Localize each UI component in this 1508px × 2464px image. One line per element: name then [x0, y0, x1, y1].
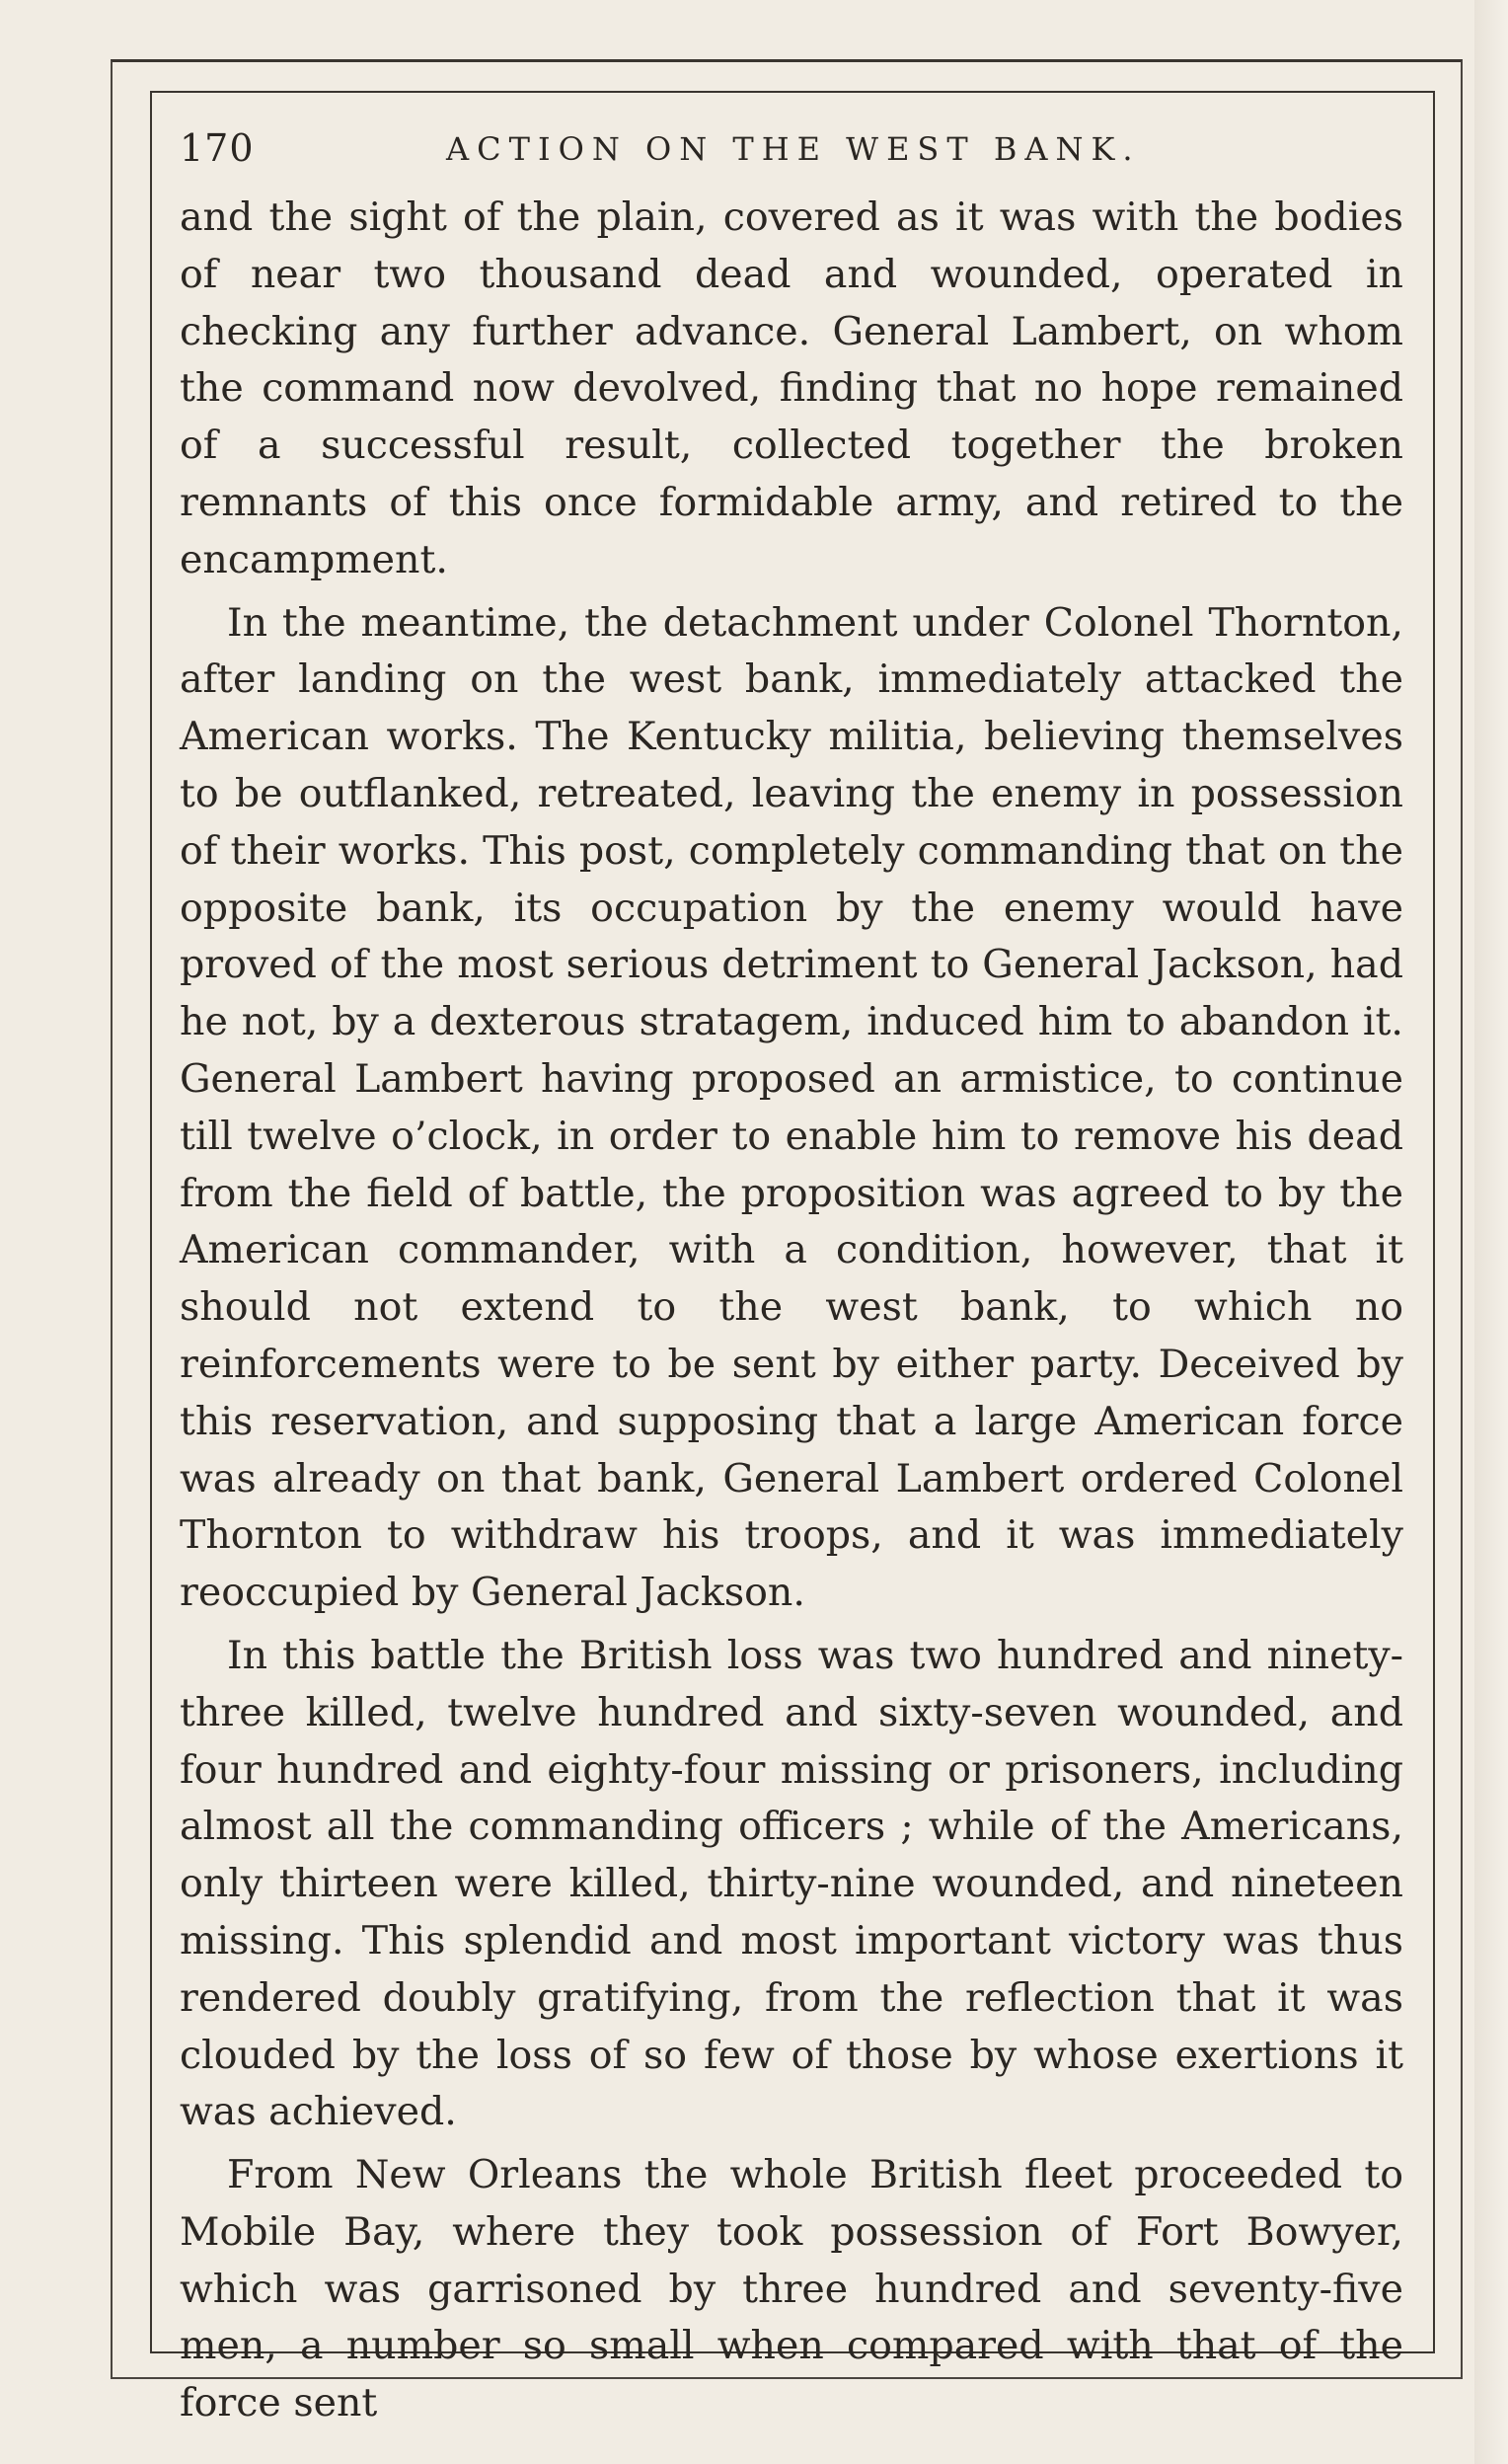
running-title: ACTION ON THE WEST BANK.: [446, 130, 1141, 168]
paragraph-1: and the sight of the plain, covered as it was with the bodies of near two thousand dead and wounded, operated in checking any further advance. General Lambert, on whom the command now devolved, finding that no hope remained of a successful result, collected together the broken remnants of this once formidable army, and retired to the encampment.: [180, 194, 1403, 582]
body-text: [180, 190, 1403, 2438]
page-header: [180, 126, 1403, 176]
page-number: 170: [180, 126, 255, 170]
paragraph-2: In the meantime, the detachment under Colonel Thornton, after landing on the west bank, immediately attacked the American works. The Kentucky militia, believing themselves to be outflanked, retreated, leaving the enemy in possession of their works. This post, completely commanding that on the opposite bank, its occupation by the enemy would have proved of the most serious detriment to General Jackson, had he not, by a dexterous stratagem, induced him to abandon it. General Lambert having proposed an armistice, to continue till twelve o’clock, in order to enable him to remove his dead from the field of battle, the proposition was agreed to by the American commander, with a condition, however, that it should not extend to the west bank, to which no reinforcements were to be sent by either party. Deceived by this reservation, and supposing that a large American force was already on that bank, General Lambert ordered Colonel Thornton to withdraw his troops, and it was immediately reoccupied by General Jackson.: [180, 599, 1403, 1616]
scan-edge: [1474, 0, 1508, 2464]
paragraph-4: From New Orleans the whole British fleet proceeded to Mobile Bay, where they took possession of Fort Bowyer, which was garrisoned by three hundred and seventy-five men, a number so small when compared with that of the force sent: [180, 2152, 1403, 2426]
paragraph-3: In this battle the British loss was two hundred and ninety-three killed, twelve hundred and sixty-seven wounded, and four hundred and eighty-four missing or prisoners, including almost all the commanding officers ; while of the Americans, only thirteen were killed, thirty-nine wounded, and nineteen missing. This splendid and most important victory was thus rendered doubly gratifying, from the reflection that it was clouded by the loss of so few of those by whose exertions it was achieved.: [180, 1632, 1403, 2135]
